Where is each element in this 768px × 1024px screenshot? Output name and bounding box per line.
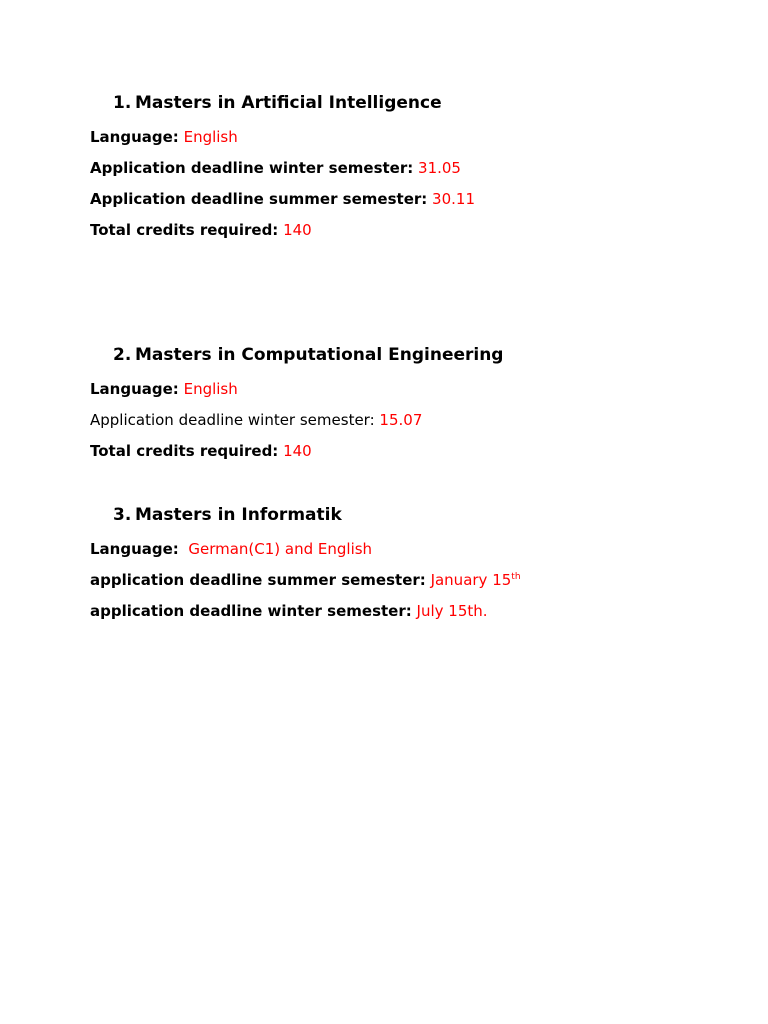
program-3-title: Masters in Informatik <box>135 505 342 525</box>
credits-label: Total credits required: <box>90 221 279 239</box>
summer-deadline-value: 30.11 <box>432 190 475 208</box>
program-1-summer-deadline <box>90 190 475 208</box>
winter-deadline-value: 31.05 <box>418 159 461 177</box>
language-label: Language: <box>90 540 179 558</box>
winter-deadline-value: July 15th. <box>416 602 488 620</box>
program-2-heading <box>113 345 503 365</box>
program-1-number: 1. <box>113 93 132 113</box>
program-1-language <box>90 128 238 146</box>
winter-deadline-label: Application deadline winter semester: <box>90 411 375 429</box>
language-label: Language: <box>90 380 179 398</box>
language-value: German(C1) and English <box>188 540 373 558</box>
winter-deadline-value: 15.07 <box>379 411 423 429</box>
credits-label: Total credits required: <box>90 442 279 460</box>
program-2-number: 2. <box>113 345 132 365</box>
summer-deadline-date: January 15 <box>430 571 512 589</box>
language-value: English <box>183 380 238 398</box>
program-3-number: 3. <box>113 505 132 525</box>
program-1-credits <box>90 221 312 239</box>
program-3-winter-deadline <box>90 602 488 620</box>
summer-deadline-label: application deadline summer semester: <box>90 571 426 589</box>
credits-value: 140 <box>283 221 312 239</box>
program-2-credits <box>90 442 312 460</box>
program-2-title: Masters in Computational Engineering <box>135 345 504 365</box>
program-2-language <box>90 380 238 398</box>
program-1-title: Masters in Artificial Intelligence <box>135 93 442 113</box>
ordinal-suffix: th <box>511 572 521 582</box>
winter-deadline-label: application deadline winter semester: <box>90 602 412 620</box>
summer-deadline-label: Application deadline summer semester: <box>90 190 428 208</box>
program-2-winter-deadline <box>90 411 422 429</box>
summer-deadline-value <box>431 571 521 589</box>
winter-deadline-label: Application deadline winter semester: <box>90 159 414 177</box>
program-1-heading <box>113 93 442 113</box>
program-3-summer-deadline <box>90 571 521 589</box>
program-3-heading <box>113 505 342 525</box>
language-label: Language: <box>90 128 179 146</box>
credits-value: 140 <box>283 442 312 460</box>
language-value: English <box>183 128 238 146</box>
program-1-winter-deadline <box>90 159 461 177</box>
program-3-language <box>90 540 372 558</box>
